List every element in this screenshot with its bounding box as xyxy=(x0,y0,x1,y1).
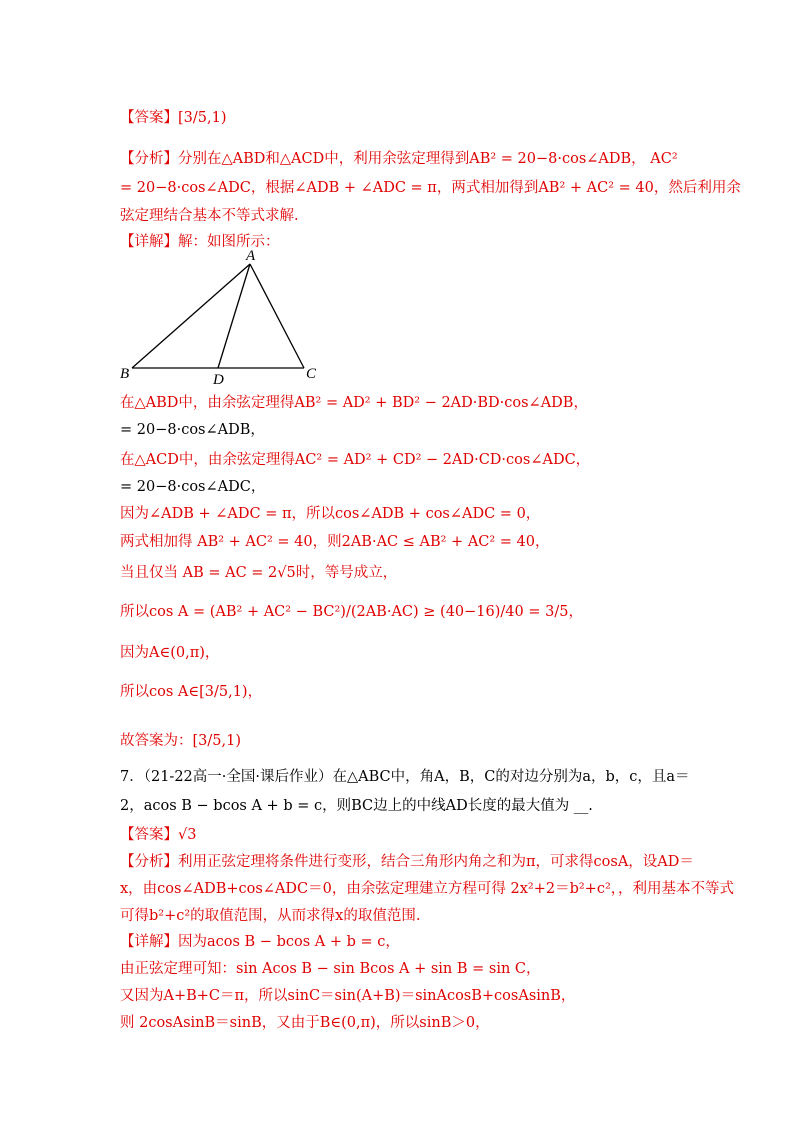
vertex-label-b: B xyxy=(120,366,130,382)
analysis-line-2: = 20−8·cos∠ADC，根据∠ADB + ∠ADC = π，两式相加得到AB² + AC² = 40，然后利用余 xyxy=(120,180,741,196)
triangle-figure xyxy=(118,246,328,386)
median-ad xyxy=(218,264,250,368)
detail-line-1: 在△ABD中，由余弦定理得AB² = AD² + BD² − 2AD·BD·cos∠ADB， xyxy=(120,395,588,411)
detail-line-8: 所以cos A = (AB² + AC² − BC²)/(2AB·AC) ≥ (40−16)/40 = 3/5， xyxy=(120,604,583,620)
detail-line-3: 在△ACD中，由余弦定理得AC² = AD² + CD² − 2AD·CD·cos∠ADC， xyxy=(120,452,591,468)
detail-7-line-3: 又因为A+B+C＝π，所以sinC＝sin(A+B)＝sinAcosB+cosAsinB， xyxy=(120,988,576,1004)
detail-heading: 【详解】解：如图所示： xyxy=(120,234,280,250)
detail-7-line-1: 【详解】因为acos B − bcos A + b = c， xyxy=(120,934,400,950)
point-label-d: D xyxy=(213,372,224,386)
detail-line-6: 两式相加得 AB² + AC² = 40，则2AB·AC ≤ AB² + AC² = 40， xyxy=(120,534,550,550)
analysis-line-1: 【分析】分别在△ABD和△ACD中，利用余弦定理得到AB² = 20−8·cos∠ADB， AC² xyxy=(120,151,678,167)
detail-line-11: 故答案为：[3/5,1) xyxy=(120,733,241,749)
detail-line-10: 所以cos A∈[3/5,1)， xyxy=(120,684,263,700)
detail-line-9: 因为A∈(0,π)， xyxy=(120,645,220,661)
answer-line-7: 【答案】√3 xyxy=(120,827,197,843)
detail-line-7: 当且仅当 AB = AC = 2√5时，等号成立， xyxy=(120,565,398,581)
answer-line: 【答案】[3/5,1) xyxy=(120,110,227,126)
analysis-7-line-1: 【分析】利用正弦定理将条件进行变形，结合三角形内角之和为π，可求得cosA，设AD＝ xyxy=(120,854,694,870)
analysis-line-3: 弦定理结合基本不等式求解. xyxy=(120,208,299,224)
question-7-line-1: 7．（21-22高一·全国·课后作业）在△ABC中，角A，B，C的对边分别为a，b，c，且a＝ xyxy=(120,769,690,785)
vertex-label-a: A xyxy=(246,248,256,264)
detail-line-2: = 20−8·cos∠ADB， xyxy=(120,422,265,438)
detail-7-line-2: 由正弦定理可知：sin Acos B − sin Bcos A + sin B = sin C， xyxy=(120,961,541,977)
detail-7-line-4: 则 2cosAsinB＝sinB，又由于B∈(0,π)，所以sinB＞0， xyxy=(120,1015,490,1031)
analysis-7-line-3: 可得b²+c²的取值范围，从而求得x的取值范围. xyxy=(120,908,421,924)
side-ac xyxy=(250,264,304,368)
detail-line-5: 因为∠ADB + ∠ADC = π，所以cos∠ADB + cos∠ADC = 0， xyxy=(120,506,541,522)
question-7-line-2: 2，acos B − bcos A + b = c，则BC边上的中线AD长度的最大值为 __. xyxy=(120,798,593,814)
detail-line-4: = 20−8·cos∠ADC， xyxy=(120,479,266,495)
analysis-7-line-2: x，由cos∠ADB+cos∠ADC＝0，由余弦定理建立方程可得 2x²+2＝b²+c²，，利用基本不等式 xyxy=(120,881,735,897)
vertex-label-c: C xyxy=(306,366,317,382)
side-ab xyxy=(132,264,250,368)
